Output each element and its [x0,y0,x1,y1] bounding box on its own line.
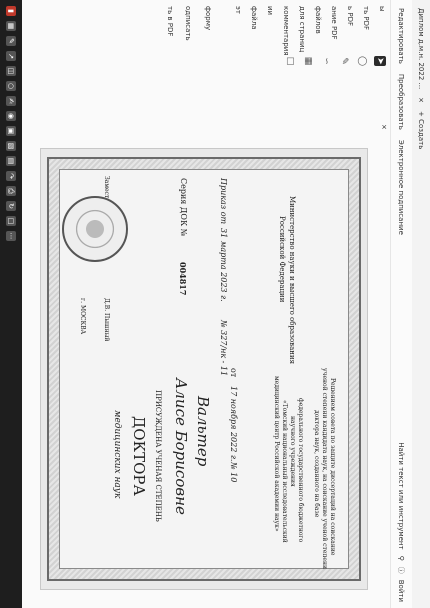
diploma-border [47,157,361,581]
menu-convert[interactable]: Преобразовать [397,73,406,130]
pdf-icon[interactable]: ▮ [6,6,16,16]
print-icon[interactable]: ⎙ [6,186,16,196]
decision-line-5: научного учреждения [289,416,296,487]
degree-title: ДОКТОРА [130,416,148,496]
menu-edit[interactable]: Редактировать [397,8,406,64]
decision-line-3: доктора наук, созданного на базе [313,410,320,518]
recipient-given-names: Алисе Борисовне [172,378,190,515]
awarded-line: ПРИСУЖДЕНА УЧЕНАЯ СТЕПЕНЬ [154,390,162,522]
help-icon[interactable]: ⓘ [397,566,406,574]
text-box-icon[interactable]: ▦ [303,56,313,66]
tab-bar [412,0,430,608]
decision-from: от [229,368,238,378]
pdf-page [40,148,368,590]
top-toolbar [390,0,412,608]
scan-icon[interactable]: ▧ [7,142,15,150]
share-icon[interactable]: ↷ [6,171,16,181]
pen-icon[interactable]: ✎ [339,57,349,65]
panel-item[interactable]: для страниц [298,6,306,53]
sign-icon[interactable]: ✍ [6,96,16,106]
signer-name: Д.В. Пышный [103,298,110,342]
decision-line-6: «Томский национальный исследовательский [281,400,288,543]
official-seal [62,196,128,262]
comment-tool-icon[interactable]: ○ [7,82,15,90]
panel-item[interactable]: ии [266,6,274,16]
comment-icon[interactable]: ◯ [357,56,367,67]
menu-esign[interactable]: Электронное подписание [397,139,406,235]
curve-icon[interactable]: ∽ [321,57,331,65]
panel-item[interactable]: форму [204,6,212,31]
panel-item[interactable]: одписать [184,6,192,41]
decision-number: № 10 [229,462,238,483]
decision-line-1: Решением совета по защите диссертаций на соискание [329,378,336,556]
organize-icon[interactable]: ◫ [7,67,15,75]
panel-item[interactable]: ы [378,6,386,12]
search-icon[interactable]: ⚲ [397,555,406,561]
panel-item[interactable]: ть PDF [362,6,370,31]
compress-icon[interactable]: ▣ [7,127,15,135]
decision-line-2: ученой степени кандидата наук, на соискание ученой степени [321,368,328,569]
combine-icon[interactable]: ▦ [7,22,15,30]
series-number: 004817 [178,262,188,296]
edit-icon[interactable]: ✎ [6,36,16,46]
rotate-icon[interactable]: ↻ [6,201,16,211]
tools-panel [0,0,390,140]
panel-item[interactable]: эт [234,6,242,14]
ministry-line-2: Российской Федерации [278,216,286,303]
panel-item[interactable]: файла [250,6,258,30]
panel-item[interactable]: ь PDF [346,6,354,26]
prikaz-number: № 327/нк - 11 [219,320,228,377]
decision-date: 17 ноября 2022 г. [229,386,238,462]
right-tool-strip [0,0,22,608]
ministry-line-1: Министерство науки и высшего образования [288,196,296,365]
recipient-surname: Вальтер [194,396,212,467]
city: г. МОСКВА [79,298,86,335]
stamp-icon[interactable]: □ [285,56,295,66]
annotation-toolbar [285,54,386,68]
new-tab-button[interactable]: + Создать [417,111,425,150]
more-tools-icon[interactable]: ⋯ [7,232,15,240]
panel-item[interactable]: ть в PDF [166,6,174,37]
fill-icon[interactable]: ▤ [7,157,15,165]
diploma-body [59,169,349,569]
close-panel-icon[interactable]: × [380,124,388,130]
prikaz-date: 31 марта 2023 г. [219,228,228,302]
prikaz-label: Приказ от [219,178,228,225]
science-field: медицинских наук [112,410,122,499]
decision-line-4: федерального государственного бюджетного [297,398,304,543]
measure-icon[interactable]: □ [7,217,15,225]
export-icon[interactable]: ↗ [6,51,16,61]
search-tools-input[interactable]: Найти текст или инструмент [397,442,406,550]
panel-item[interactable]: ание PDF [330,6,338,40]
signin-button[interactable]: Войти [397,579,406,602]
series-label: Серия ДОК № [179,178,188,237]
panel-item[interactable]: файлов [314,6,322,34]
protect-icon[interactable]: ◉ [7,112,15,120]
decision-line-7: медицинский центр Российской академии наук» [273,376,280,532]
tab-document[interactable]: Диплом д.м.н. 2022 ... [417,8,425,90]
select-cursor-icon[interactable]: ➤ [375,57,385,65]
close-tab-button[interactable]: × [417,97,425,104]
toolbar-right [397,442,407,608]
panel-item[interactable]: комментария [282,6,290,56]
